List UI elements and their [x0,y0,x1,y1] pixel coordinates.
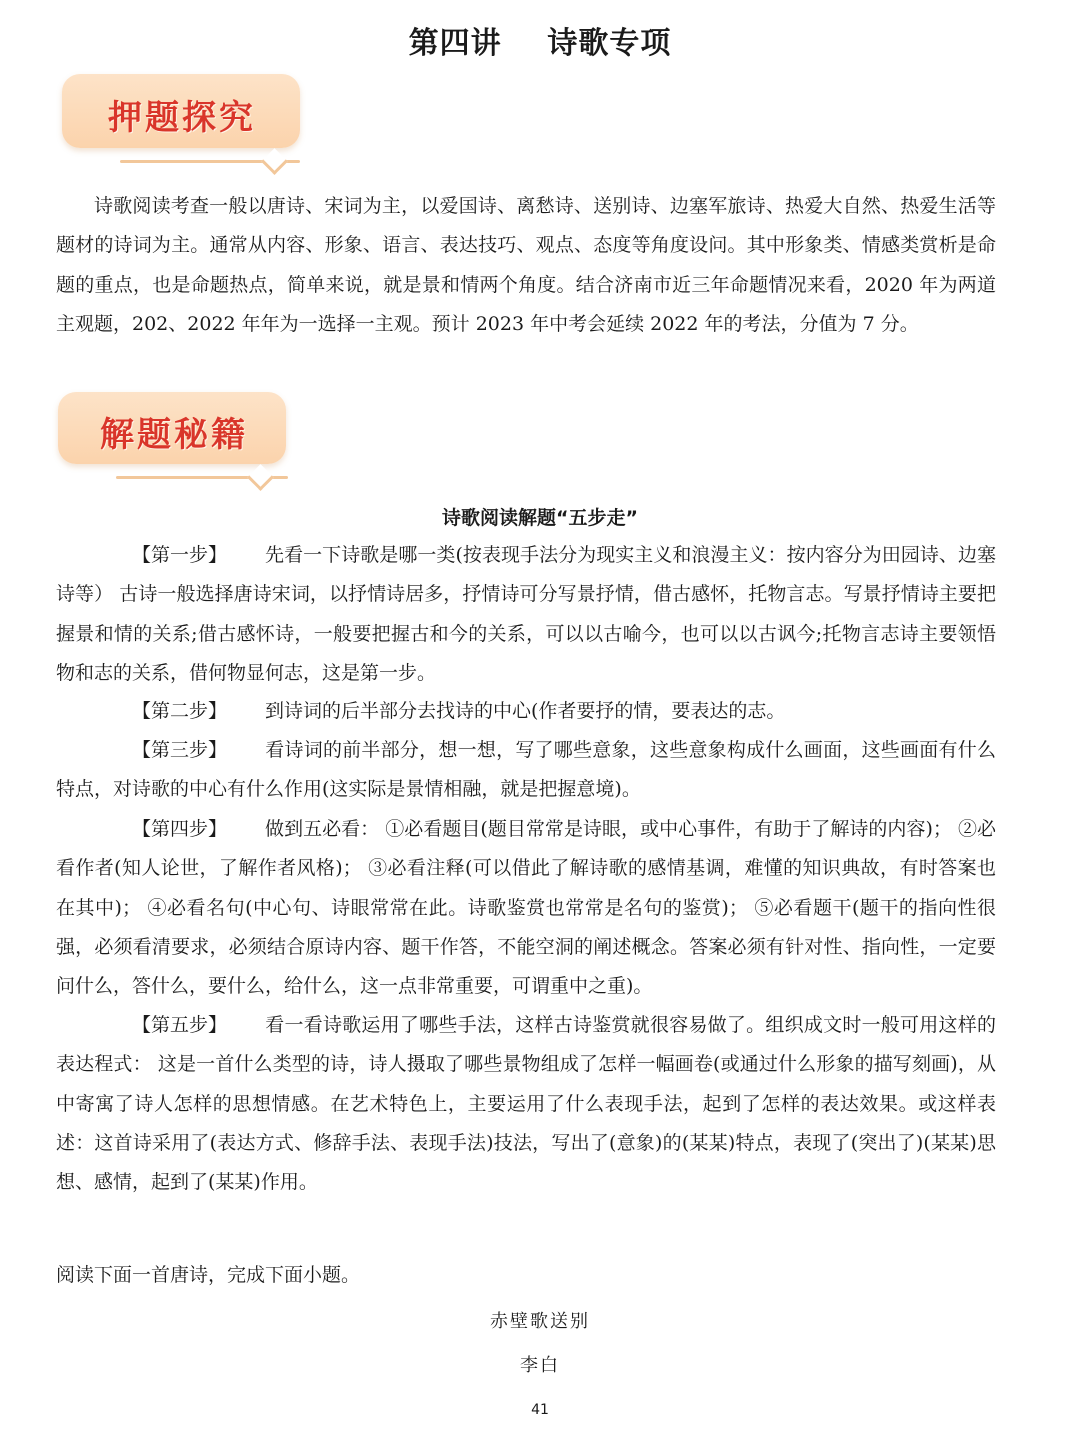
reading-instruction: 阅读下面一首唐诗，完成下面小题。 [56,1264,361,1286]
intro-paragraph: 诗歌阅读考查一般以唐诗、宋词为主，以爱国诗、离愁诗、送别诗、边塞军旅诗、热爱大自然、热爱生活等题材的诗词为主。通常从内容、形象、语言、表达技巧、观点、态度等角度设问。其中形象类、情感类赏析是命题的重点，也是命题热点，简单来说，就是景和情两个角度。结合济南市近三年命题情况来看，2020 年为两道主观题，202、2022 年年为一选择一主观。预计 2023 年中考会延续 2022 年的考法，分值为 7 分。 [56,195,996,335]
step-4-paragraph [56,810,996,1006]
poem-author: 李白 [520,1355,560,1376]
step-1-text: 先看一下诗歌是哪一类(按表现手法分为现实主义和浪漫主义：按内容分为田园诗、边塞诗等） 古诗一般选择唐诗宋词，以抒情诗居多，抒情诗可分写景抒情，借古感怀，托物言志。写景抒情诗主要把握景和情的关系;借古感怀诗，一般要把握古和今的关系，可以以古喻今，也可以以古讽今;托物言志诗主要领悟物和志的关系，借何物显何志，这是第一步。 [56,544,996,684]
step-1-tag: 【第一步】 [132,544,228,566]
banner-tail [247,464,274,491]
method-heading: 诗歌阅读解题“五步走” [442,507,638,529]
step-3-text: 看诗词的前半部分，想一想，写了哪些意象，这些意象构成什么画面，这些画面有什么特点，对诗歌的中心有什么作用(这实际是景情相融，就是把握意境)。 [56,739,996,801]
step-3-tag: 【第三步】 [132,739,228,761]
step-2-paragraph [56,692,996,731]
poem-title: 赤壁歌送别 [490,1311,590,1332]
section-banner-solving-tips [56,390,306,500]
step-5-paragraph [56,1006,996,1202]
step-2-text: 到诗词的后半部分去找诗的中心(作者要抒的情，要表达的志。 [265,700,786,722]
page-title: 第四讲 诗歌专项 [408,26,672,61]
page-number: 41 [531,1402,549,1418]
step-1-paragraph [56,536,996,693]
step-2-tag: 【第二步】 [132,700,228,722]
section-banner-exam-prediction [60,72,310,182]
step-3-paragraph [56,731,996,810]
step-4-tag: 【第四步】 [132,818,228,840]
banner-label: 解题秘籍 [100,415,248,455]
step-5-tag: 【第五步】 [132,1014,228,1036]
banner-label: 押题探究 [108,98,256,138]
step-5-text: 看一看诗歌运用了哪些手法，这样古诗鉴赏就很容易做了。组织成文时一般可用这样的表达程式： 这是一首什么类型的诗，诗人摄取了哪些景物组成了怎样一幅画卷(或通过什么形象的描写刻画)，从中寄寓了诗人怎样的思想情感。在艺术特色上，主要运用了什么表现手法，起到了怎样的表达效果。或这样表述：这首诗采用了(表达方式、修辞手法、表现手法)技法，写出了(意象)的(某某)特点，表现了(突出了)(某某)思想、感情，起到了(某某)作用。 [56,1014,996,1194]
banner-tail [261,148,288,175]
step-4-text: 做到五必看： ①必看题目(题目常常是诗眼，或中心事件，有助于了解诗的内容)； ②必看作者(知人论世，了解作者风格)； ③必看注释(可以借此了解诗歌的感情基调，难懂的知识典故，有时答案也在其中)； ④必看名句(中心句、诗眼常常在此。诗歌鉴赏也常常是名句的鉴赏)； ⑤必看题干(题干的指向性很强，必须看清要求，必须结合原诗内容、题干作答，不能空洞的阐述概念。答案必须有针对性、指向性，一定要问什么，答什么，要什么，给什么，这一点非常重要，可谓重中之重)。 [56,818,996,998]
